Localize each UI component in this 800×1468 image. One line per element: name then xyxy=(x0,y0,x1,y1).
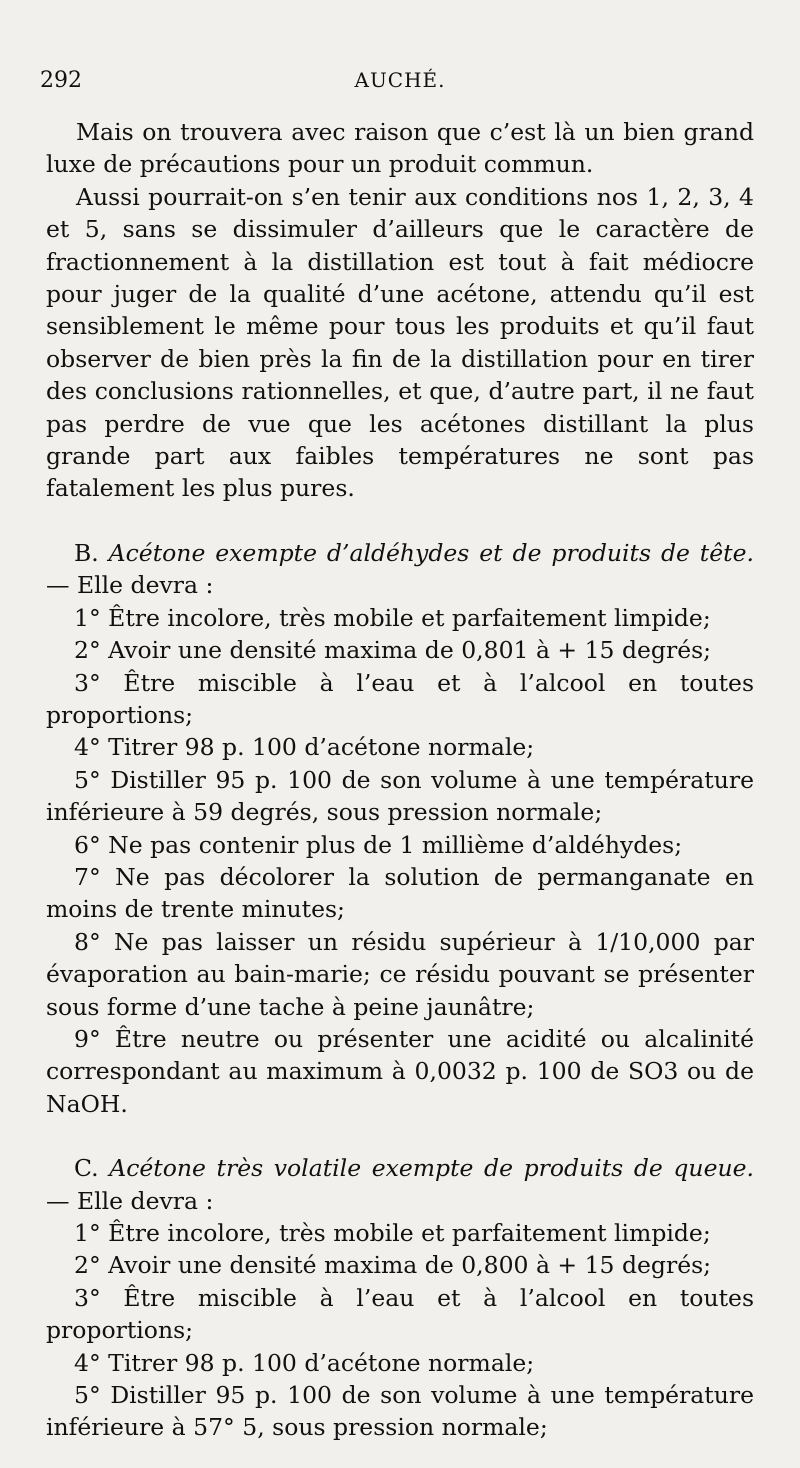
section-title: Acétone très volatile exempte de produits de queue. xyxy=(109,1154,754,1183)
section-lead: — Elle devra : xyxy=(46,1186,214,1215)
list-item: 2° Avoir une densité maxima de 0,800 à + 15 degrés; xyxy=(74,1251,712,1280)
section-c-heading xyxy=(46,1152,754,1217)
list-item: 9° Être neutre ou présenter une acidité ou alcalinité correspondant au maximum à 0,0032 p. 100 de SO3 ou de NaOH. xyxy=(46,1024,754,1118)
section-lead: — Elle devra : xyxy=(46,571,214,600)
page-header xyxy=(0,68,800,98)
section-title: Acétone exempte d’aldéhydes et de produits de tête. xyxy=(108,538,754,567)
list-item: 1° Être incolore, très mobile et parfaitement limpide; xyxy=(74,603,711,632)
list-item: 7° Ne pas décolorer la solution de permanganate en moins de trente minutes; xyxy=(46,862,754,924)
list-item: 8° Ne pas laisser un résidu supérieur à 1/10,000 par évaporation au bain-marie; ce résidu pouvant se présenter sous forme d’une tache à peine jaunâtre; xyxy=(46,927,754,1021)
section-label: B. xyxy=(74,538,99,567)
list-item: 1° Être incolore, très mobile et parfaitement limpide; xyxy=(74,1219,711,1247)
list-item: 3° Être miscible à l’eau et à l’alcool en toutes proportions; xyxy=(46,1283,754,1345)
page-number: 292 xyxy=(40,68,82,93)
list-item: 2° Avoir une densité maxima de 0,801 à + 15 degrés; xyxy=(74,636,712,665)
paragraph: Aussi pourrait-on s’en tenir aux conditions nos 1, 2, 3, 4 et 5, sans se dissimuler d’ailleurs que le caractère de fractionnement à la distillation est tout à fait médiocre pour juger de la qualité d’une acétone, attendu qu’il est sensiblement le même pour tous les produits et qu’il faut observer de bien près la fin de la distillation pour en tirer des conclusions rationnelles, et que, d’autre part, il ne faut pas perdre de vue que les acétones distillant la plus grande part aux faibles températures ne sont pas fatalement les plus pures. xyxy=(46,182,754,503)
list-item: 6° Ne pas contenir plus de 1 millième d’aldéhydes; xyxy=(74,830,683,859)
list-item: 3° Être miscible à l’eau et à l’alcool en toutes proportions; xyxy=(46,668,754,729)
list-item: 5° Distiller 95 p. 100 de son volume à une température inférieure à 59 degrés, sous pression normale; xyxy=(46,765,754,827)
page-body xyxy=(46,116,754,1444)
spacer xyxy=(46,1120,754,1152)
list-item: 4° Titrer 98 p. 100 d’acétone normale; xyxy=(74,733,535,762)
section-b-heading xyxy=(46,537,754,602)
list-item: 5° Distiller 95 p. 100 de son volume à une température inférieure à 57° 5, sous pression normale; xyxy=(46,1381,754,1442)
spacer xyxy=(46,505,754,537)
section-label: C. xyxy=(74,1154,99,1183)
running-title: AUCHÉ. xyxy=(354,68,446,92)
paragraph: Mais on trouvera avec raison que c’est là un bien grand luxe de précautions pour un produit commun. xyxy=(46,118,754,179)
list-item: 4° Titrer 98 p. 100 d’acétone normale; xyxy=(74,1348,535,1377)
